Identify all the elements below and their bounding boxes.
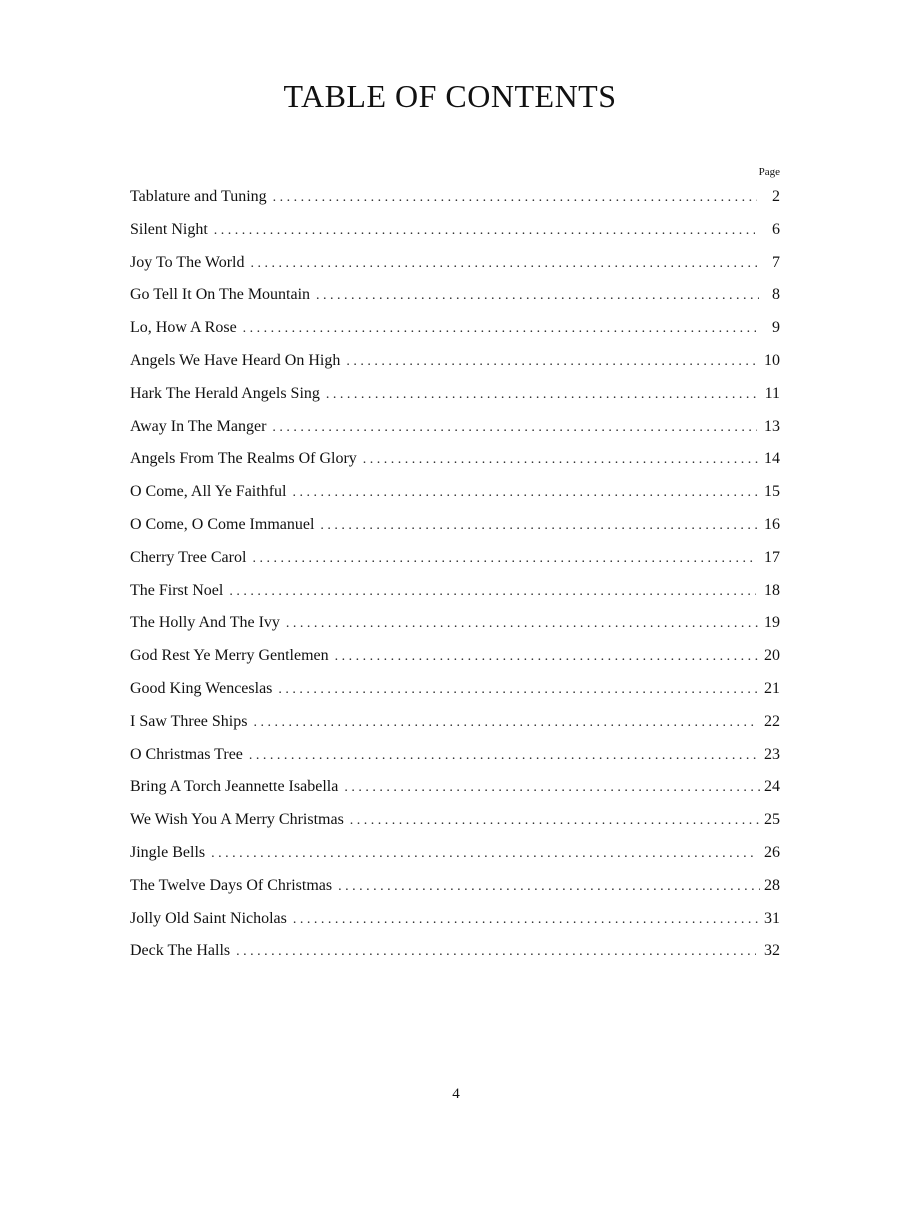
toc-entry-page: 26 bbox=[764, 843, 780, 861]
toc-entry-page: 6 bbox=[772, 220, 780, 238]
toc-entry bbox=[130, 942, 780, 975]
toc-entry-title: Lo, How A Rose bbox=[130, 319, 237, 337]
toc-entry bbox=[130, 647, 780, 680]
toc-entry-page: 18 bbox=[764, 581, 780, 599]
toc-dot-leader bbox=[236, 944, 756, 960]
toc-entry-page: 25 bbox=[764, 811, 780, 829]
toc-entry bbox=[130, 811, 780, 844]
toc-entry bbox=[130, 418, 780, 451]
toc-dot-leader bbox=[286, 616, 758, 632]
toc-entry bbox=[130, 188, 780, 221]
toc-entry-page: 2 bbox=[772, 188, 780, 205]
toc-dot-leader bbox=[338, 879, 760, 895]
toc-dot-leader bbox=[320, 518, 759, 534]
toc-entry bbox=[130, 614, 780, 647]
toc-entry bbox=[130, 746, 780, 779]
toc-dot-leader bbox=[292, 485, 758, 501]
toc-entry bbox=[130, 910, 780, 943]
page-column-label: Page bbox=[758, 166, 780, 178]
toc-entry-page: 11 bbox=[764, 384, 780, 402]
toc-entry-page: 20 bbox=[764, 647, 780, 665]
toc-entry bbox=[130, 877, 780, 910]
toc-entry-title: The Holly And The Ivy bbox=[130, 614, 280, 632]
toc-entry bbox=[130, 582, 780, 615]
toc-entry-title: Away In The Manger bbox=[130, 417, 267, 435]
toc-entry-page: 24 bbox=[764, 778, 780, 796]
toc-entry-page: 28 bbox=[764, 876, 780, 894]
toc-entry-title: Angels We Have Heard On High bbox=[130, 351, 341, 369]
toc-entry-title: Go Tell It On The Mountain bbox=[130, 286, 311, 304]
toc-entry-page: 32 bbox=[764, 942, 780, 960]
toc-entry-page: 7 bbox=[772, 253, 780, 271]
toc-dot-leader bbox=[243, 321, 757, 337]
toc-entry bbox=[130, 516, 780, 549]
toc-dot-leader bbox=[316, 288, 759, 304]
toc-entry bbox=[130, 778, 780, 811]
toc-entry-page: 15 bbox=[764, 483, 780, 501]
toc-entry-title: Jingle Bells bbox=[130, 843, 206, 861]
toc-dot-leader bbox=[252, 551, 756, 567]
toc-dot-leader bbox=[350, 813, 760, 829]
toc-entry bbox=[130, 319, 780, 352]
toc-entry-title: Bring A Torch Jeannette Isabella bbox=[130, 778, 339, 796]
toc-entry-title: I Saw Three Ships bbox=[130, 712, 248, 730]
toc-entry bbox=[130, 450, 780, 483]
toc-entry-title: Jolly Old Saint Nicholas bbox=[130, 909, 287, 927]
toc-entry bbox=[130, 352, 780, 385]
footer-page-number: 4 bbox=[452, 1086, 460, 1102]
toc-entry-title: O Christmas Tree bbox=[130, 745, 243, 763]
toc-dot-leader bbox=[214, 223, 755, 239]
toc-dot-leader bbox=[249, 748, 757, 764]
toc-entry-page: 22 bbox=[764, 712, 780, 730]
toc-dot-leader bbox=[273, 190, 758, 206]
toc-entry-page: 21 bbox=[764, 679, 780, 697]
toc-entry-page: 13 bbox=[764, 417, 780, 435]
toc-entry bbox=[130, 385, 780, 418]
toc-entry-title: Angels From The Realms Of Glory bbox=[130, 450, 357, 468]
toc-entry-title: Deck The Halls bbox=[130, 942, 231, 960]
toc-dot-leader bbox=[363, 452, 760, 468]
toc-entry-title: God Rest Ye Merry Gentlemen bbox=[130, 647, 329, 665]
toc-entry-title: Cherry Tree Carol bbox=[130, 548, 247, 566]
toc-entry-page: 8 bbox=[772, 286, 780, 304]
toc-entry-page: 19 bbox=[764, 614, 780, 632]
toc-entry-title: Joy To The World bbox=[130, 253, 245, 271]
toc-entry-page: 23 bbox=[764, 745, 780, 763]
toc-dot-leader bbox=[253, 715, 756, 731]
toc-list bbox=[130, 188, 780, 975]
page-title: TABLE OF CONTENTS bbox=[283, 78, 617, 114]
toc-entry-title: Tablature and Tuning bbox=[130, 188, 267, 205]
toc-entry-title: We Wish You A Merry Christmas bbox=[130, 811, 344, 829]
toc-entry-page: 17 bbox=[764, 548, 780, 566]
toc-entry bbox=[130, 483, 780, 516]
toc-entry bbox=[130, 680, 780, 713]
toc-entry bbox=[130, 286, 780, 319]
toc-entry-title: Silent Night bbox=[130, 220, 208, 238]
toc-dot-leader bbox=[346, 354, 760, 370]
toc-dot-leader bbox=[335, 649, 760, 665]
toc-entry bbox=[130, 844, 780, 877]
toc-dot-leader bbox=[278, 682, 757, 698]
toc-dot-leader bbox=[250, 256, 756, 272]
toc-entry-title: Good King Wenceslas bbox=[130, 679, 273, 697]
toc-entry-page: 16 bbox=[764, 515, 780, 533]
toc-entry-page: 9 bbox=[772, 319, 780, 337]
toc-dot-leader bbox=[229, 584, 755, 600]
toc-entry-page: 10 bbox=[764, 351, 780, 369]
toc-entry-title: The First Noel bbox=[130, 581, 224, 599]
toc-entry bbox=[130, 221, 780, 254]
toc-dot-leader bbox=[293, 912, 758, 928]
toc-entry bbox=[130, 254, 780, 287]
toc-entry-title: The Twelve Days Of Christmas bbox=[130, 876, 333, 894]
toc-entry-page: 14 bbox=[764, 450, 780, 468]
toc-entry-title: O Come, All Ye Faithful bbox=[130, 483, 287, 501]
toc-dot-leader bbox=[326, 387, 759, 403]
toc-entry-title: Hark The Herald Angels Sing bbox=[130, 384, 320, 402]
toc-entry bbox=[130, 713, 780, 746]
toc-entry bbox=[130, 549, 780, 582]
toc-dot-leader bbox=[344, 780, 760, 796]
toc-entry-title: O Come, O Come Immanuel bbox=[130, 515, 315, 533]
toc-dot-leader bbox=[272, 420, 757, 436]
toc-dot-leader bbox=[211, 846, 755, 862]
toc-entry-page: 31 bbox=[764, 909, 780, 927]
